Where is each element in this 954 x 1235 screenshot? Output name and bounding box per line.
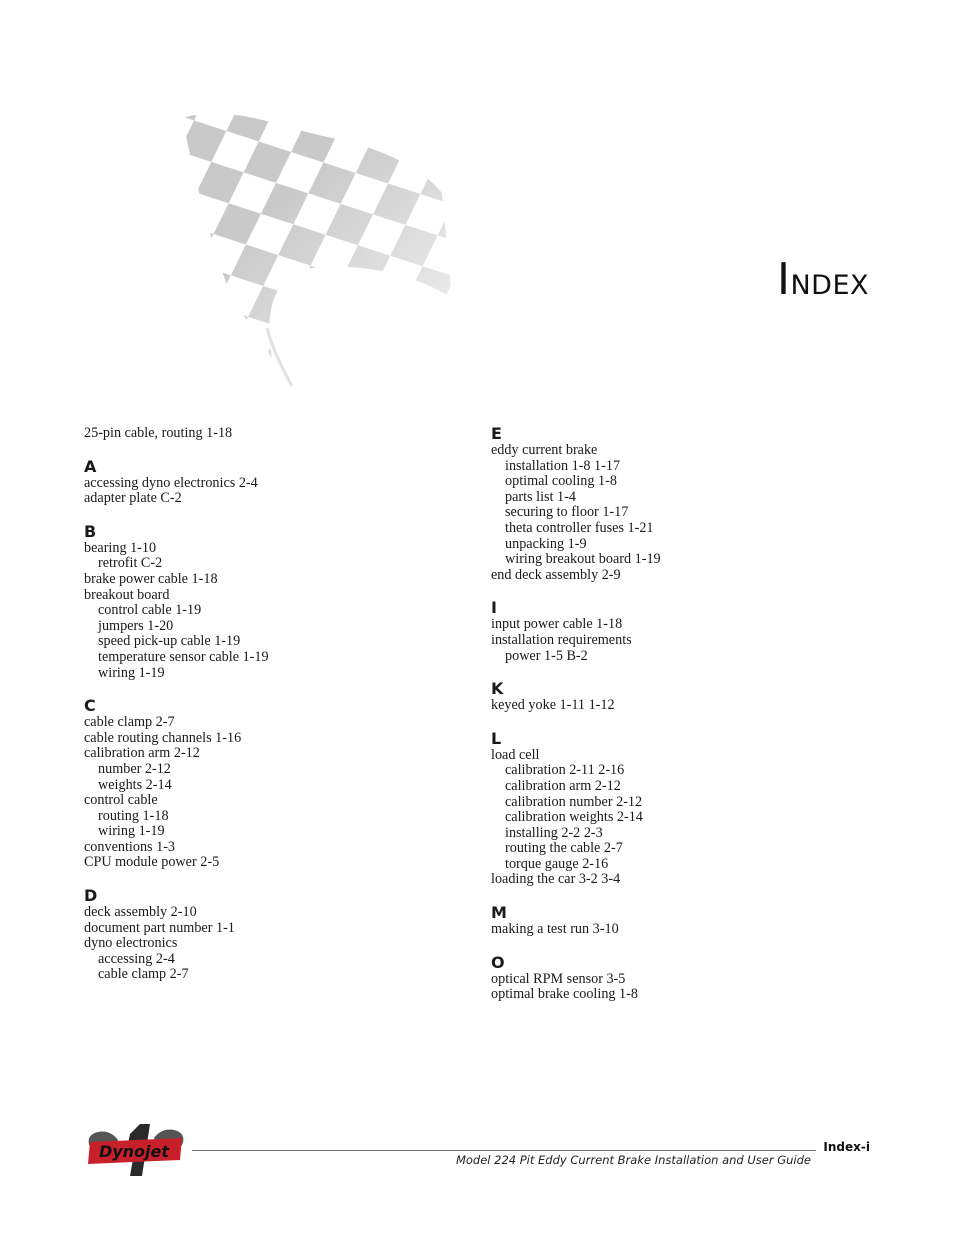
index-group — [84, 523, 464, 681]
index-letter-heading: O — [491, 952, 505, 972]
index-subentry: power 1-5 B-2 — [505, 647, 588, 664]
index-entry: cable routing channels 1-16 — [84, 729, 242, 746]
index-subentry: retrofit C-2 — [98, 555, 163, 572]
index-entry: optimal brake cooling 1-8 — [491, 986, 638, 1003]
footer-rule — [192, 1150, 816, 1151]
index-entry: CPU module power 2-5 — [84, 854, 220, 871]
footer-page-label: Index-i — [823, 1140, 870, 1154]
logo-wordmark: Dynojet — [98, 1142, 170, 1161]
index-entry: 25-pin cable, routing 1-18 — [84, 425, 233, 441]
index-subentry: control cable 1-19 — [98, 602, 202, 619]
page-title — [777, 254, 869, 305]
title-rest: ndex — [790, 259, 869, 303]
index-letter-heading: I — [491, 598, 497, 618]
index-subentry: cable clamp 2-7 — [98, 966, 189, 983]
index-group — [491, 904, 871, 938]
index-subentry: installing 2-2 2-3 — [505, 824, 603, 841]
index-entry: loading the car 3-2 3-4 — [491, 871, 621, 888]
index-subentry: temperature sensor cable 1-19 — [98, 648, 269, 665]
index-subentry: jumpers 1-20 — [98, 617, 174, 634]
index-group — [84, 426, 464, 442]
index-entry: breakout board — [84, 586, 170, 603]
index-subentry: calibration arm 2-12 — [505, 777, 621, 794]
index-subentry: calibration number 2-12 — [505, 793, 643, 810]
index-subentry: calibration weights 2-14 — [505, 809, 643, 826]
index-letter-heading: B — [84, 521, 97, 541]
index-subentry: wiring 1-19 — [98, 664, 165, 681]
index-column-right — [491, 425, 871, 1003]
index-subentry: parts list 1-4 — [505, 488, 576, 505]
index-subentry: installation 1-8 1-17 — [505, 457, 621, 474]
index-group — [491, 680, 871, 714]
index-entry: optical RPM sensor 3-5 — [491, 970, 626, 987]
index-letter-heading: M — [491, 903, 507, 923]
index-entry: accessing dyno electronics 2-4 — [84, 474, 258, 491]
dynojet-logo — [84, 1120, 188, 1178]
index-group — [84, 887, 464, 983]
index-subentry: speed pick-up cable 1-19 — [98, 633, 241, 650]
index-entry: control cable — [84, 792, 158, 809]
index-column-left — [84, 424, 464, 983]
index-entry: bearing 1-10 — [84, 539, 157, 556]
checkered-flag-graphic — [172, 98, 472, 388]
index-subentry: torque gauge 2-16 — [505, 855, 609, 872]
index-group — [84, 697, 464, 871]
index-subentry: wiring 1-19 — [98, 823, 165, 840]
index-entry: installation requirements — [491, 631, 632, 648]
index-subentry: wiring breakout board 1-19 — [505, 551, 661, 568]
index-entry: adapter plate C-2 — [84, 490, 182, 507]
index-entry: cable clamp 2-7 — [84, 714, 175, 731]
index-group — [84, 458, 464, 507]
index-subentry: number 2-12 — [98, 760, 171, 777]
footer-doc-title: Model 224 Pit Eddy Current Brake Installation and User Guide — [455, 1153, 811, 1167]
index-entry: deck assembly 2-10 — [84, 904, 197, 921]
index-subentry: optimal cooling 1-8 — [505, 473, 617, 490]
index-entry: end deck assembly 2-9 — [491, 566, 621, 583]
index-subentry: calibration 2-11 2-16 — [505, 762, 625, 779]
index-subentry: routing the cable 2-7 — [505, 840, 623, 857]
index-group — [491, 425, 871, 583]
index-subentry: theta controller fuses 1-21 — [505, 519, 654, 536]
index-entry: brake power cable 1-18 — [84, 570, 218, 587]
index-entry: making a test run 3-10 — [491, 921, 619, 938]
index-subentry: unpacking 1-9 — [505, 535, 587, 552]
index-letter-heading: A — [84, 456, 97, 476]
index-letter-heading: E — [491, 424, 502, 443]
index-entry: dyno electronics — [84, 935, 178, 952]
index-entry: conventions 1-3 — [84, 838, 176, 855]
index-letter-heading: D — [84, 886, 98, 906]
index-group — [491, 599, 871, 664]
index-entry: load cell — [491, 746, 540, 763]
index-entry: eddy current brake — [491, 442, 598, 458]
index-letter-heading: K — [491, 679, 504, 699]
index-entry: input power cable 1-18 — [491, 616, 623, 633]
index-entry: document part number 1-1 — [84, 919, 235, 936]
index-subentry: securing to floor 1-17 — [505, 504, 629, 521]
index-group — [491, 730, 871, 888]
index-entry: keyed yoke 1-11 1-12 — [491, 697, 615, 714]
index-entry: calibration arm 2-12 — [84, 745, 200, 762]
index-group — [491, 954, 871, 1003]
index-letter-heading: C — [84, 696, 96, 716]
index-subentry: routing 1-18 — [98, 807, 169, 824]
title-initial: I — [776, 254, 791, 305]
index-subentry: accessing 2-4 — [98, 950, 175, 967]
index-letter-heading: L — [491, 728, 502, 748]
index-subentry: weights 2-14 — [98, 776, 172, 793]
